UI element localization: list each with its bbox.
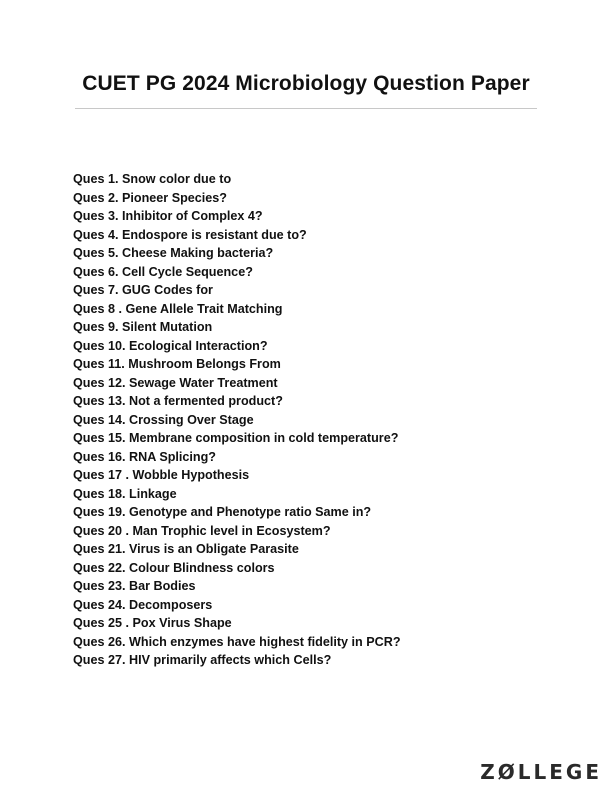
question-item: Ques 19. Genotype and Phenotype ratio Same in? (73, 505, 372, 519)
question-item: Ques 20 . Man Trophic level in Ecosystem? (73, 523, 331, 538)
question-item: Ques 13. Not a fermented product? (73, 394, 283, 408)
question-item: Ques 11. Mushroom Belongs From (73, 357, 281, 371)
question-item: Ques 3. Inhibitor of Complex 4? (73, 209, 263, 223)
question-item: Ques 14. Crossing Over Stage (73, 412, 254, 427)
question-item: Ques 27. HIV primarily affects which Cells? (73, 653, 332, 667)
title-divider (75, 108, 537, 109)
question-item: Ques 8 . Gene Allele Trait Matching (73, 301, 283, 316)
zollege-logo: ZØLLEGE (480, 760, 602, 784)
question-item: Ques 21. Virus is an Obligate Parasite (73, 542, 299, 556)
page-title: CUET PG 2024 Microbiology Question Paper (82, 72, 530, 95)
question-item: Ques 26. Which enzymes have highest fidelity in PCR? (73, 634, 401, 649)
question-item: Ques 25 . Pox Virus Shape (73, 616, 232, 630)
question-item: Ques 9. Silent Mutation (73, 320, 213, 334)
question-item: Ques 17 . Wobble Hypothesis (73, 468, 250, 482)
question-item: Ques 10. Ecological Interaction? (73, 338, 268, 353)
question-item: Ques 7. GUG Codes for (73, 283, 213, 297)
question-item: Ques 5. Cheese Making bacteria? (73, 246, 274, 260)
question-item: Ques 23. Bar Bodies (73, 579, 196, 593)
question-item: Ques 22. Colour Blindness colors (73, 560, 275, 575)
question-item: Ques 2. Pioneer Species? (73, 190, 227, 205)
question-item: Ques 24. Decomposers (73, 597, 213, 612)
question-item: Ques 16. RNA Splicing? (73, 449, 216, 464)
question-item: Ques 12. Sewage Water Treatment (73, 375, 278, 390)
question-item: Ques 4. Endospore is resistant due to? (73, 227, 307, 242)
question-item: Ques 18. Linkage (73, 486, 177, 501)
question-item: Ques 1. Snow color due to (73, 172, 232, 186)
question-list (73, 170, 401, 670)
question-item: Ques 15. Membrane composition in cold temperature? (73, 431, 399, 445)
question-item: Ques 6. Cell Cycle Sequence? (73, 264, 253, 279)
